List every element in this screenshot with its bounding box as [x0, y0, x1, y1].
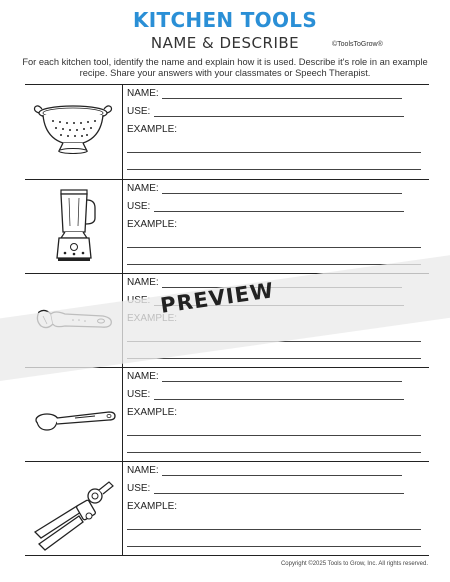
tool-image-cell [25, 180, 123, 274]
copyright-notice: Copyright ©2025 Tools to Grow, Inc. All rights reserved. [280, 561, 428, 567]
colander-icon [25, 85, 123, 179]
example-answer-line[interactable] [127, 435, 421, 436]
example-answer-line[interactable] [127, 152, 421, 153]
example-answer-line[interactable] [127, 452, 421, 453]
example-answer-line[interactable] [127, 546, 421, 547]
example-answer-line[interactable] [127, 358, 421, 359]
use-label: USE: [127, 389, 151, 400]
use-label: USE: [127, 201, 151, 212]
brand-mark: ©ToolsToGrow® [332, 41, 383, 48]
worksheet-row-2 [25, 179, 429, 273]
name-answer-line[interactable] [162, 381, 402, 382]
name-label: NAME: [127, 88, 159, 99]
name-answer-line[interactable] [162, 475, 402, 476]
use-answer-line[interactable] [154, 493, 404, 494]
page-title: KITCHEN TOOLS [132, 8, 318, 32]
example-answer-line[interactable] [127, 169, 421, 170]
name-label: NAME: [127, 277, 159, 288]
use-answer-line[interactable] [154, 399, 404, 400]
example-label: EXAMPLE: [127, 501, 178, 512]
example-label: EXAMPLE: [127, 407, 178, 418]
can-opener-icon [25, 462, 123, 556]
name-answer-line[interactable] [162, 98, 402, 99]
worksheet-row-1 [25, 85, 429, 179]
page-subtitle: NAME & DESCRIBE [150, 34, 300, 52]
name-label: NAME: [127, 183, 159, 194]
worksheet-row-5 [25, 461, 429, 555]
name-label: NAME: [127, 465, 159, 476]
instructions-text: For each kitchen tool, identify the name and explain how it is used. Describe it's role in an example recipe. Share your answers with your classmates or Speech Therapist. [22, 57, 428, 78]
blender-icon [25, 180, 123, 274]
example-answer-line[interactable] [127, 247, 421, 248]
use-answer-line[interactable] [154, 211, 404, 212]
tool-image-cell [25, 85, 123, 179]
use-label: USE: [127, 106, 151, 117]
example-answer-line[interactable] [127, 529, 421, 530]
tool-image-cell [25, 462, 123, 556]
name-answer-line[interactable] [162, 193, 402, 194]
name-label: NAME: [127, 371, 159, 382]
example-label: EXAMPLE: [127, 124, 178, 135]
worksheet-row-4 [25, 367, 429, 461]
measuring-spoon-icon [25, 368, 123, 462]
use-answer-line[interactable] [154, 116, 404, 117]
use-label: USE: [127, 483, 151, 494]
preview-watermark: PREVIEW [158, 278, 276, 318]
example-label: EXAMPLE: [127, 219, 178, 230]
tool-image-cell [25, 368, 123, 462]
